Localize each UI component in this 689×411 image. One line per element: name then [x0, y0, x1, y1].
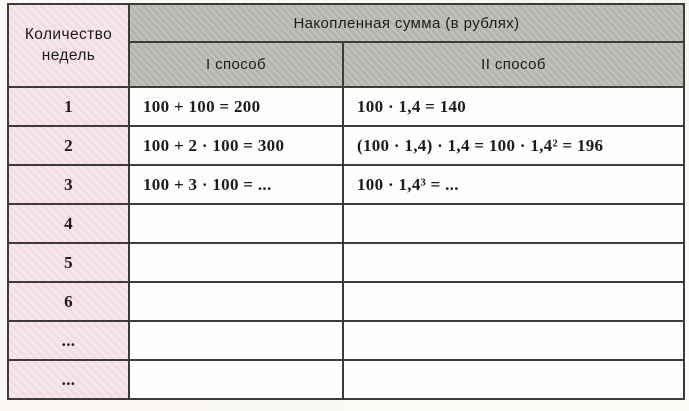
- table-row: [8, 282, 684, 321]
- method1-cell: 100 + 3 · 100 = ...: [129, 165, 343, 204]
- weeks-cell: 2: [8, 126, 129, 165]
- method2-cell: [343, 321, 684, 360]
- weeks-cell: ...: [8, 321, 129, 360]
- weeks-column-header: Количество недель: [8, 4, 129, 87]
- table-row: [8, 204, 684, 243]
- weeks-cell: 3: [8, 165, 129, 204]
- method1-cell: [129, 360, 343, 399]
- method2-cell: [343, 360, 684, 399]
- accumulated-sum-group-header: Накопленная сумма (в рублях): [129, 4, 684, 42]
- table-row: [8, 165, 684, 204]
- method1-column-header: I способ: [129, 42, 343, 87]
- method2-cell: [343, 282, 684, 321]
- method2-cell: (100 · 1,4) · 1,4 = 100 · 1,4² = 196: [343, 126, 684, 165]
- method2-cell: [343, 204, 684, 243]
- method1-cell: [129, 282, 343, 321]
- method2-column-header: II способ: [343, 42, 684, 87]
- weeks-cell: 6: [8, 282, 129, 321]
- table-row: [8, 87, 684, 126]
- method2-cell: 100 · 1,4 = 140: [343, 87, 684, 126]
- method1-cell: 100 + 2 · 100 = 300: [129, 126, 343, 165]
- method2-cell: 100 · 1,4³ = ...: [343, 165, 684, 204]
- weeks-cell: 5: [8, 243, 129, 282]
- weeks-cell: ...: [8, 360, 129, 399]
- method2-cell: [343, 243, 684, 282]
- table-row: [8, 243, 684, 282]
- method1-cell: [129, 321, 343, 360]
- method1-cell: [129, 243, 343, 282]
- weeks-cell: 4: [8, 204, 129, 243]
- weeks-cell: 1: [8, 87, 129, 126]
- table-row: [8, 321, 684, 360]
- header-row-group: [8, 4, 684, 42]
- method1-cell: 100 + 100 = 200: [129, 87, 343, 126]
- table-row: [8, 360, 684, 399]
- accumulated-sum-table: [7, 3, 685, 400]
- method1-cell: [129, 204, 343, 243]
- table-row: [8, 126, 684, 165]
